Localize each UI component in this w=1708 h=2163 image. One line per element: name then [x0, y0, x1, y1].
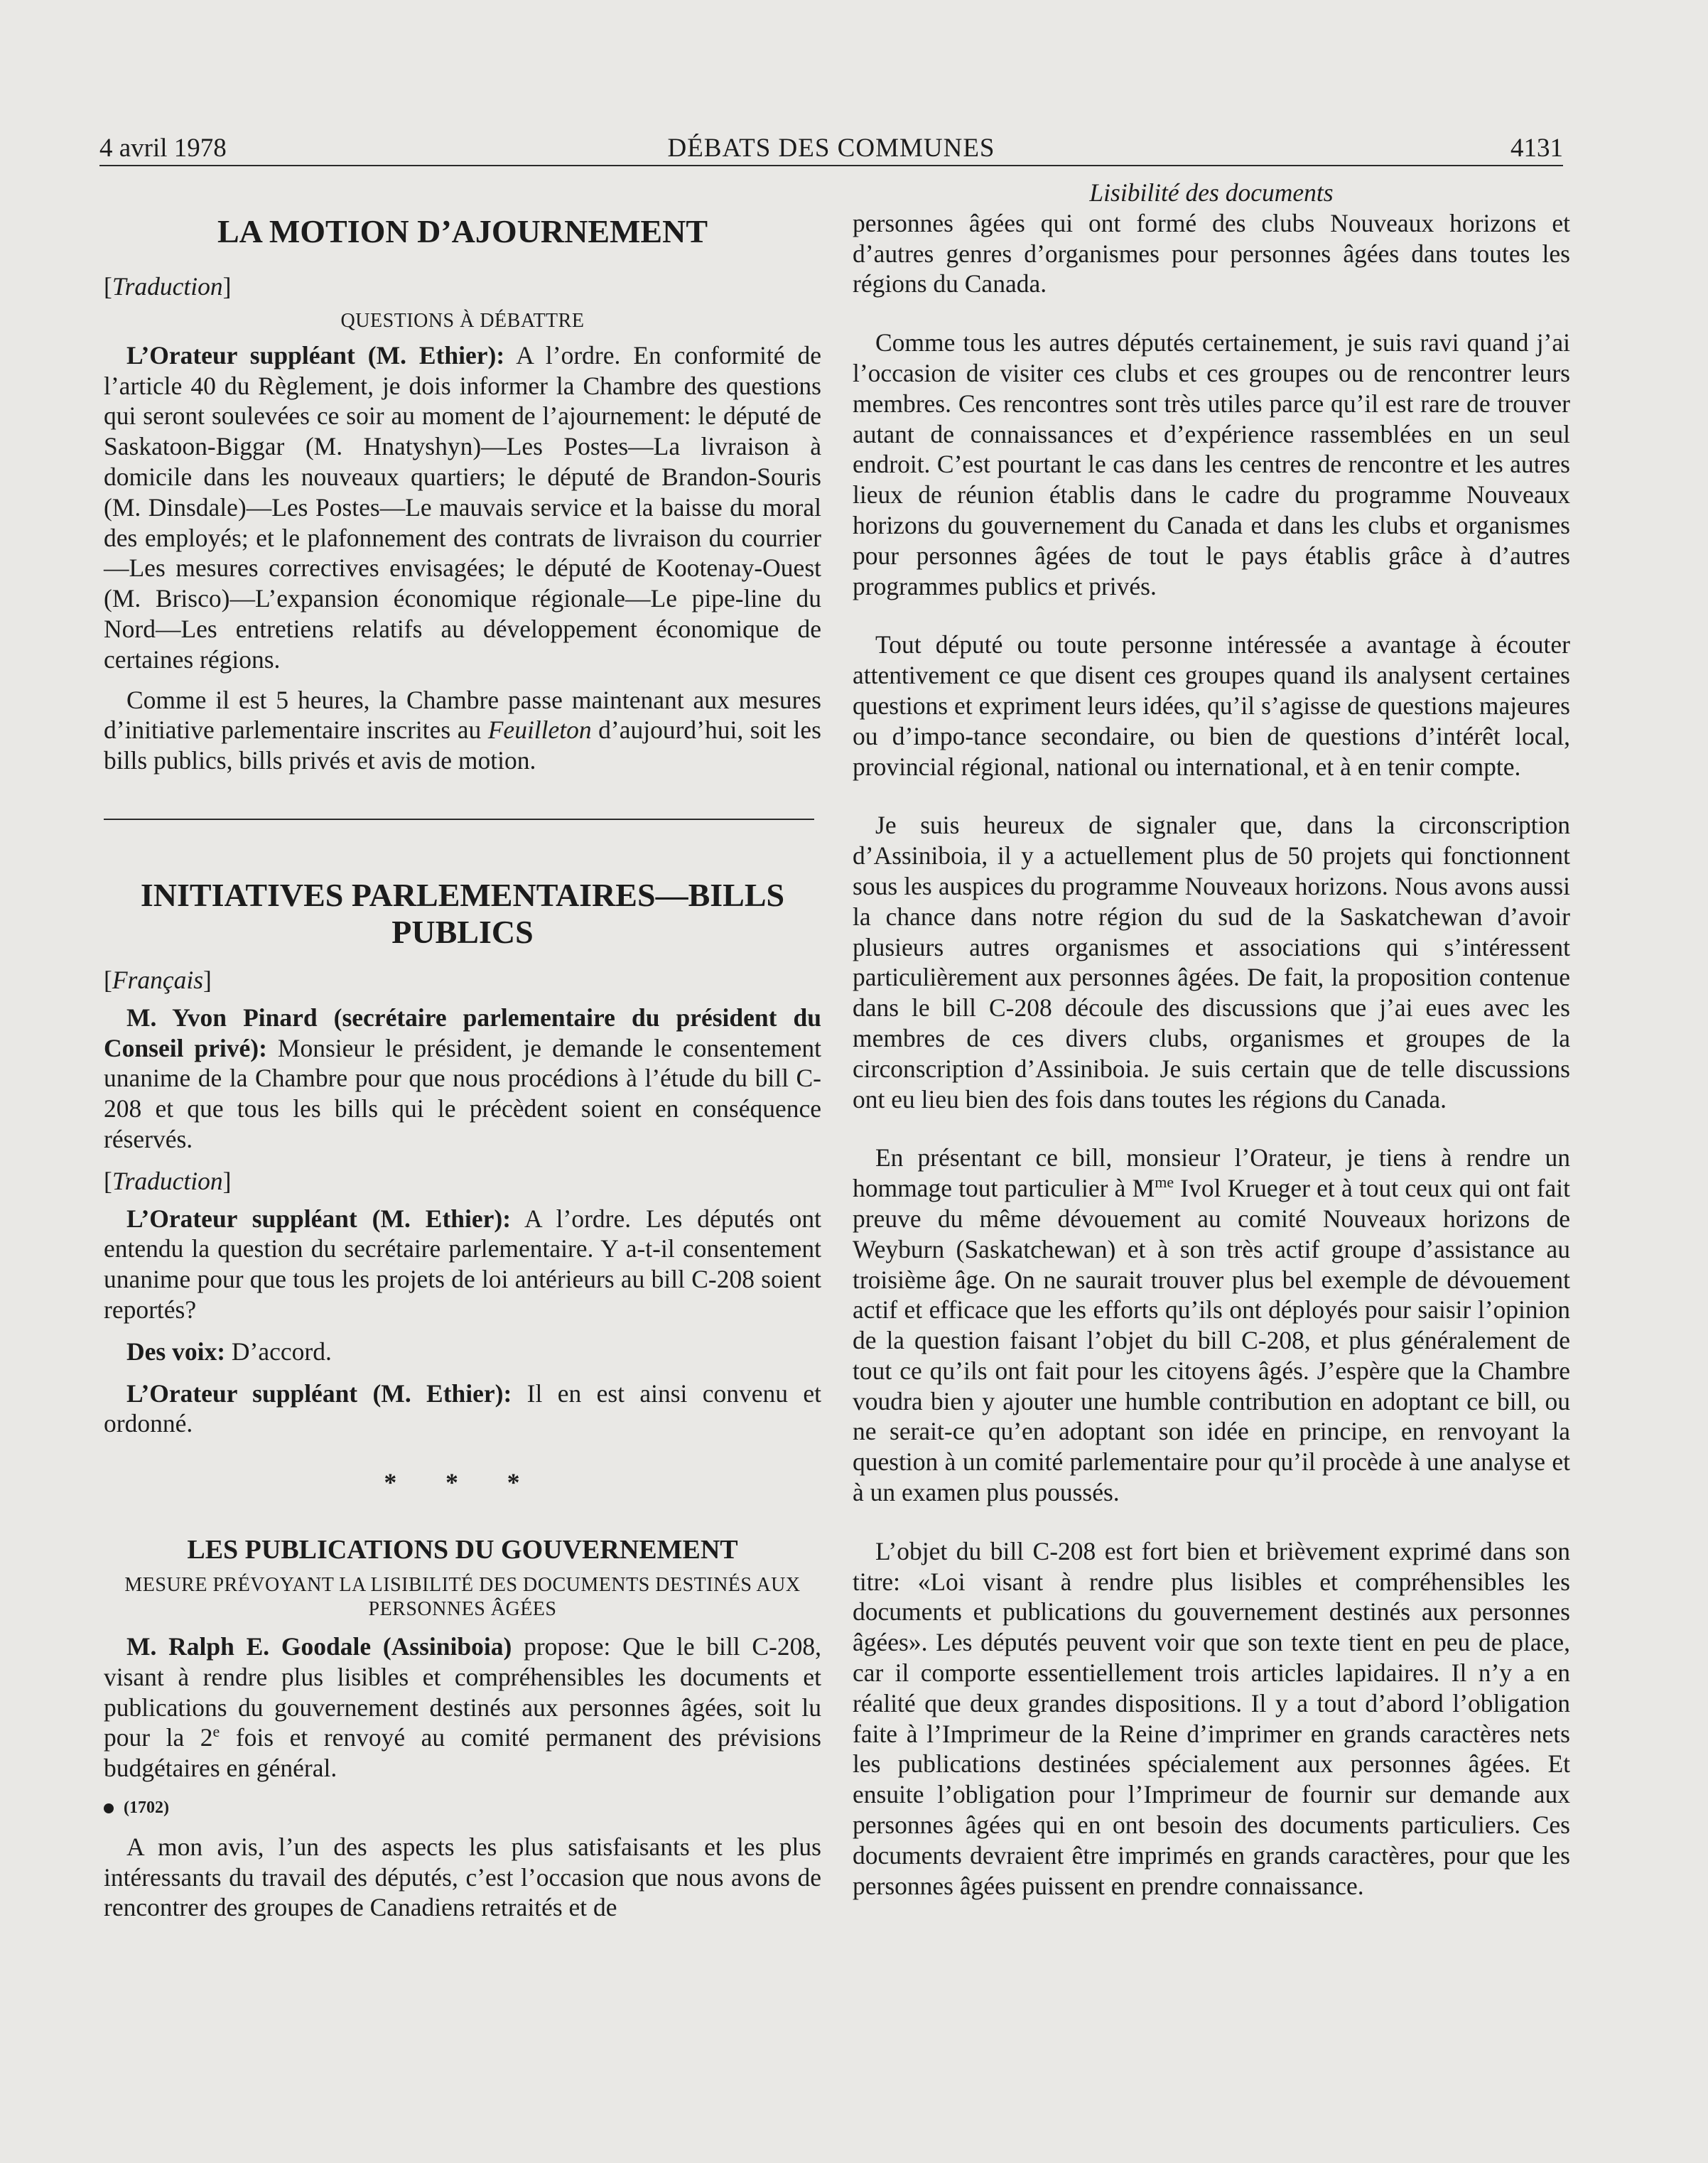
paragraph-r4: Je suis heureux de signaler que, dans la circonscription d’Assiniboia, il y a actuellement plus de 50 projets qui fonctionnent sous les auspices du programme Nouveaux horizons. Nous avons aussi la chance dans notre région du sud de la Saskatchewan d’avoir plusieurs autres organismes et associations qui s’intéressent particulièrement aux personnes âgées. De fait, la proposition contenue dans le bill C-208 découle des discussions que j’ai eues avec les membres de ces divers clubs, organismes et groupes de la circonscription d’Assiniboia. Je suis certain que de telle discussions ont eu lieu bien des fois dans toutes les régions du Canada.: [853, 811, 1570, 1113]
right-column: [853, 178, 1570, 1901]
speaker-name: M. Yvon Pinard (secrétaire parlementaire du président du Conseil privé):: [104, 1003, 821, 1062]
paragraph-speaker-ethier-1: L’Orateur suppléant (M. Ethier): A l’ordre. En conformité de l’article 40 du Règlement, je dois informer la Chambre des questions qui seront soulevées ce soir au moment de l’ajournement: le député de Saskatoon-Biggar (M. Hnatyshyn)—Les Postes—La livraison à domicile dans les nouveaux quartiers; le député de Brandon-Souris (M. Dinsdale)—Les Postes—Le mauvais service et la baisse du moral des employés; et le plafonnement des contrats de livraison du courrier—Les mesures correctives envisagées; le député de Kootenay-Ouest (M. Brisco)—L’expansion économique régionale—Le pipe-line du Nord—Les entretiens relatifs au développement économique de certaines régions.: [104, 340, 821, 674]
paragraph-speaker-ethier-2: L’Orateur suppléant (M. Ethier): A l’ordre. Les députés ont entendu la question du secrétaire parlementaire. Y a-t-il consentement unanime pour que tous les projets de loi antérieurs au bill C-208 soient reportés?: [104, 1204, 821, 1324]
paragraph-r2: Comme tous les autres députés certainement, je suis ravi quand j’ai l’occasion de visiter ces clubs et ces groupes ou de rencontrer leurs membres. Ces rencontres sont très utiles parce qu’il est rare de trouver autant de connaissances et d’expérience rassemblées en un seul endroit. C’est pourtant le cas dans les centres de rencontre et les autres lieux de réunion établis dans le cadre du programme Nouveaux horizons du gouvernement du Canada et dans les clubs et organismes pour personnes âgées de tout le pays établis grâce à d’autres programmes publics et privés.: [853, 328, 1570, 600]
left-column: [104, 178, 821, 1923]
paragraph-r6: L’objet du bill C-208 est fort bien et brièvement exprimé dans son titre: «Loi visant à rendre plus lisibles et compréhensibles les documents et publications du gouvernement destinés aux personnes âgées». Les députés peuvent voir que son texte tient en peu de place, car il comporte essentiellement trois articles lapidaires. Il n’y a en réalité que deux grandes dispositions. Il y a tout d’abord l’obligation faite à l’Imprimeur de la Reine d’imprimer en grands caractères nets les publications destinées spécialement aux personnes âgées. Et ensuite l’obligation pour l’Imprimeur de fournir sur demande aux personnes âgées qui en ont besoin des documents particuliers. Ces documents devraient être imprimés en grands caractères, pour que les personnes âgées puissent en prendre connaissance.: [853, 1536, 1570, 1900]
paragraph-speaker-pinard: M. Yvon Pinard (secrétaire parlementaire du président du Conseil privé): Monsieur le président, je demande le consentement unanime de la Chambre pour que nous procédions à l’étude du bill C-208 et que tous les bills qui le précèdent soient en conséquence réservés.: [104, 1003, 821, 1153]
bullet-icon: [104, 1803, 114, 1813]
paragraph-voices: Des voix: D’accord.: [126, 1337, 332, 1366]
speaker-name: L’Orateur suppléant (M. Ethier):: [126, 1204, 512, 1233]
paragraph-r3: Tout député ou toute personne intéressée a avantage à écouter attentivement ce que disent ces groupes quand ils analysent certaines questions et expriment leurs idées, qu’il s’agisse de questions majeures ou d’impo-tance secondaire, ou bien de questions d’intérêt local, provincial régional, national ou international, et à en tenir compte.: [853, 630, 1570, 781]
speaker-name: L’Orateur suppléant (M. Ethier):: [126, 340, 505, 370]
paragraph-r1: personnes âgées qui ont formé des clubs Nouveaux horizons et d’autres genres d’organismes pour personnes âgées dans toutes les régions du Canada.: [853, 208, 1570, 298]
publications-subheading: MESURE PRÉVOYANT LA LISIBILITÉ DES DOCUMENTS DESTINÉS AUX PERSONNES ÂGÉES: [124, 1573, 801, 1620]
header-page-number: 4131: [1510, 134, 1563, 163]
header-date: 4 avril 1978: [99, 134, 227, 163]
translation-tag: [Traduction]: [104, 272, 232, 301]
paragraph-private-members: Comme il est 5 heures, la Chambre passe maintenant aux mesures d’initiative parlementaire inscrites au Feuilleton d’aujourd’hui, soit les bills publics, bills privés et avis de motion.: [104, 685, 821, 775]
speaker-name: Des voix:: [126, 1337, 226, 1366]
page-header: [99, 132, 1563, 166]
questions-subheading: QUESTIONS À DÉBATTRE: [340, 309, 585, 332]
speaker-name: L’Orateur suppléant (M. Ethier):: [126, 1379, 512, 1408]
running-head: Lisibilité des documents: [1089, 178, 1334, 207]
french-tag: [Français]: [104, 965, 212, 994]
translation-tag-2: [Traduction]: [104, 1166, 232, 1195]
speaker-name: M. Ralph E. Goodale (Assiniboia): [126, 1631, 512, 1661]
timestamp: (1702): [104, 1793, 821, 1822]
paragraph-goodale-speech: A mon avis, l’un des aspects les plus satisfaisants et les plus intéressants du travail des députés, c’est l’occasion que nous avons de rencontrer des groupes de Canadiens retraités et de: [104, 1832, 821, 1922]
paragraph-r5: En présentant ce bill, monsieur l’Orateur, je tiens à rendre un hommage tout particulier à $M^{me}$ Ivol Krueger et à tout ceux qui ont fait preuve du même dévouement au comité Nouveaux horizons de Weyburn (Saskatchewan) et à son très actif groupe d’assistance au troisième âge. On ne saurait trouver plus bel exemple de dévouement actif et efficace que les efforts qu’ils ont déployés pour saisir l’opinion de la question faisant l’objet du bill C-208, et plus généralement de tout ce qu’ils ont fait pour les citoyens âgés. J’espère que la Chambre voudra bien y ajouter une humble contribution en adoptant ce bill, ou ne serait-ce qu’en adoptant son idée en principe, en renvoyant la question à un comité parlementaire pour qu’il procède à une analyse et à un examen plus poussés.: [853, 1143, 1571, 1507]
header-publication: DÉBATS DES COMMUNES: [667, 134, 995, 163]
paragraph-speaker-ethier-3: L’Orateur suppléant (M. Ethier): Il en est ainsi convenu et ordonné.: [104, 1379, 821, 1438]
initiatives-title: INITIATIVES PARLEMENTAIRES—BILLS PUBLICS: [140, 876, 785, 950]
publications-title: LES PUBLICATIONS DU GOUVERNEMENT: [187, 1534, 738, 1565]
section-separator-stars: * * *: [384, 1468, 541, 1497]
motion-title: LA MOTION D’AJOURNEMENT: [217, 213, 708, 249]
paragraph-speaker-goodale: M. Ralph E. Goodale (Assiniboia) propose: Que le bill C-208, visant à rendre plus lisibles et compréhensibles les documents et publications du gouvernement destinés aux personnes âgées, soit lu pour la 2e fois et renvoyé au comité permanent des prévisions budgétaires en général.: [104, 1631, 822, 1783]
